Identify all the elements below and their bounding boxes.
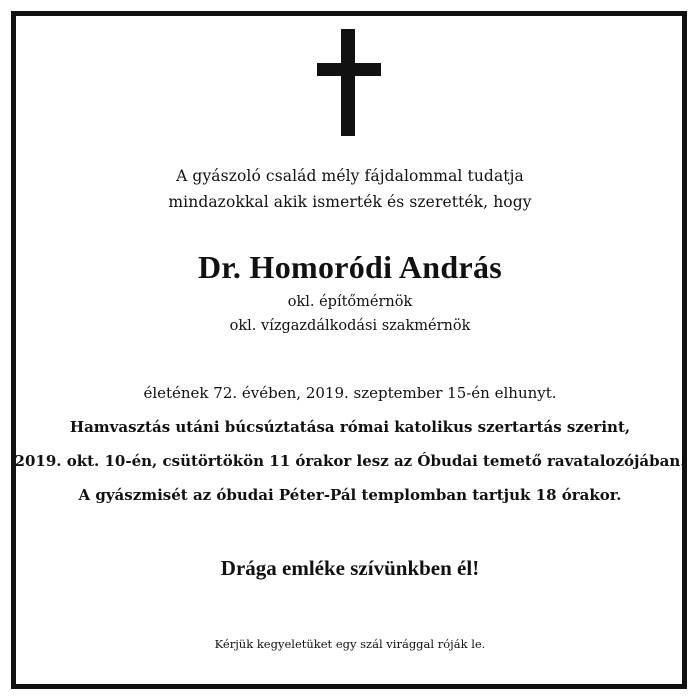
death-line: életének 72. évében, 2019. szeptember 15-én elhunyt. [143,384,557,402]
request-line: Kérjük kegyeletüket egy szál virággal róják le. [214,637,486,651]
funeral-line-3: A gyászmisét az óbudai Péter-Pál templomban tartjuk 18 órakor. [78,486,622,504]
funeral-line-2: 2019. okt. 10-én, csütörtökön 11 órakor lesz az Óbudai temető ravatalozójában. [14,452,686,470]
notice-border [11,11,687,689]
intro-line-2: mindazokkal akik ismerték és szerették, hogy [168,193,532,211]
closing-line: Drága emléke szívünkben él! [220,556,480,580]
deceased-name: Dr. Homoródi András [197,249,503,285]
intro-line-1: A gyászoló család mély fájdalommal tudatja [176,167,524,185]
title-line-2: okl. vízgazdálkodási szakmérnök [229,318,471,334]
title-line-1: okl. építőmérnök [287,294,413,310]
funeral-line-1: Hamvasztás utáni búcsúztatása római katolikus szertartás szerint, [69,418,631,436]
